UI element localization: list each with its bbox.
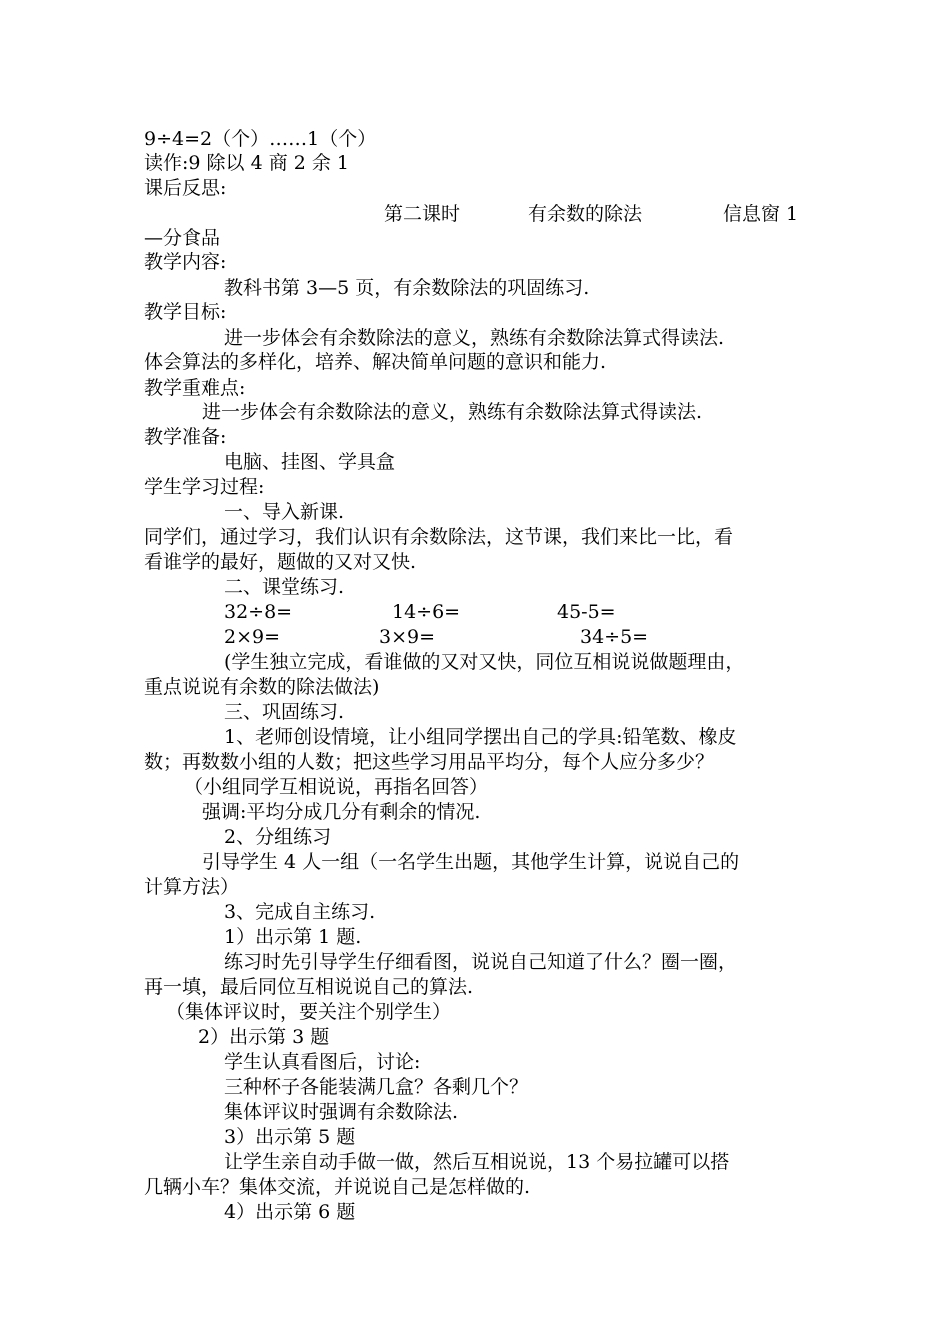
paragraph: （集体评议时，要关注个别学生） [166, 1001, 452, 1023]
paragraph: 再一填，最后同位互相说说自己的算法. [144, 976, 474, 998]
step-heading: 3）出示第 5 题 [224, 1126, 356, 1148]
paragraph: 1、老师创设情境，让小组同学摆出自己的学具:铅笔数、橡皮 [224, 726, 737, 748]
exercise-item: 3×9= [379, 626, 436, 648]
equation-line: 9÷4=2（个）……1（个） [144, 128, 377, 150]
paragraph: 教科书第 3—5 页，有余数除法的巩固练习. [224, 277, 590, 299]
paragraph: 进一步体会有余数除法的意义，熟练有余数除法算式得读法. [224, 327, 725, 349]
section-heading: 教学目标: [144, 301, 227, 323]
paragraph: 同学们，通过学习，我们认识有余数除法，这节课，我们来比一比，看 [144, 526, 734, 548]
paragraph: 让学生亲自动手做一做，然后互相说说，13 个易拉罐可以搭 [224, 1151, 730, 1173]
step-heading: 1）出示第 1 题. [224, 926, 362, 948]
section-heading: 教学内容: [144, 251, 227, 273]
section-heading: 学生学习过程: [144, 476, 265, 498]
exercise-item: 14÷6= [392, 601, 461, 623]
paragraph: （小组同学互相说说，再指名回答） [184, 776, 489, 798]
step-heading: 一、导入新课. [224, 501, 345, 523]
step-heading: 3、完成自主练习. [224, 901, 376, 923]
paragraph: 进一步体会有余数除法的意义，熟练有余数除法算式得读法. [202, 401, 703, 423]
paragraph: 重点说说有余数的除法做法) [144, 676, 380, 698]
paragraph: 计算方法） [144, 876, 240, 898]
paragraph: 强调:平均分成几分有剩余的情况. [202, 801, 481, 823]
step-heading: 2、分组练习 [224, 826, 332, 848]
paragraph: 电脑、挂图、学具盒 [224, 451, 396, 473]
paragraph: 集体评议时强调有余数除法. [224, 1101, 459, 1123]
lesson-title: 有余数的除法 [528, 203, 643, 225]
lesson-subtitle: —分食品 [144, 227, 221, 249]
lesson-period: 第二课时 [384, 203, 461, 225]
exercise-item: 32÷8= [224, 601, 293, 623]
exercise-item: 45-5= [557, 601, 616, 623]
reflection-heading: 课后反思: [144, 177, 227, 199]
paragraph: 学生认真看图后，讨论: [224, 1051, 421, 1073]
step-heading: 2）出示第 3 题 [198, 1026, 330, 1048]
reading-line: 读作:9 除以 4 商 2 余 1 [144, 152, 349, 174]
step-heading: 二、课堂练习. [224, 576, 345, 598]
section-heading: 教学准备: [144, 426, 227, 448]
paragraph: 练习时先引导学生仔细看图，说说自己知道了什么？圈一圈， [224, 951, 738, 973]
paragraph: 几辆小车？集体交流，并说说自己是怎样做的. [144, 1176, 531, 1198]
paragraph: (学生独立完成，看谁做的又对又快，同位互相说说做题理由， [224, 651, 745, 673]
step-heading: 4）出示第 6 题 [224, 1201, 356, 1223]
paragraph: 看谁学的最好，题做的又对又快. [144, 551, 417, 573]
step-heading: 三、巩固练习. [224, 701, 345, 723]
exercise-item: 34÷5= [580, 626, 649, 648]
paragraph: 数；再数数小组的人数；把这些学习用品平均分，每个人应分多少？ [144, 751, 715, 773]
paragraph: 引导学生 4 人一组（一名学生出题，其他学生计算，说说自己的 [202, 851, 740, 873]
exercise-item: 2×9= [224, 626, 281, 648]
section-heading: 教学重难点: [144, 377, 246, 399]
paragraph: 体会算法的多样化，培养、解决简单问题的意识和能力. [144, 351, 607, 373]
paragraph: 三种杯子各能装满几盒？各剩几个？ [224, 1076, 529, 1098]
info-window: 信息窗 1 [723, 203, 799, 225]
